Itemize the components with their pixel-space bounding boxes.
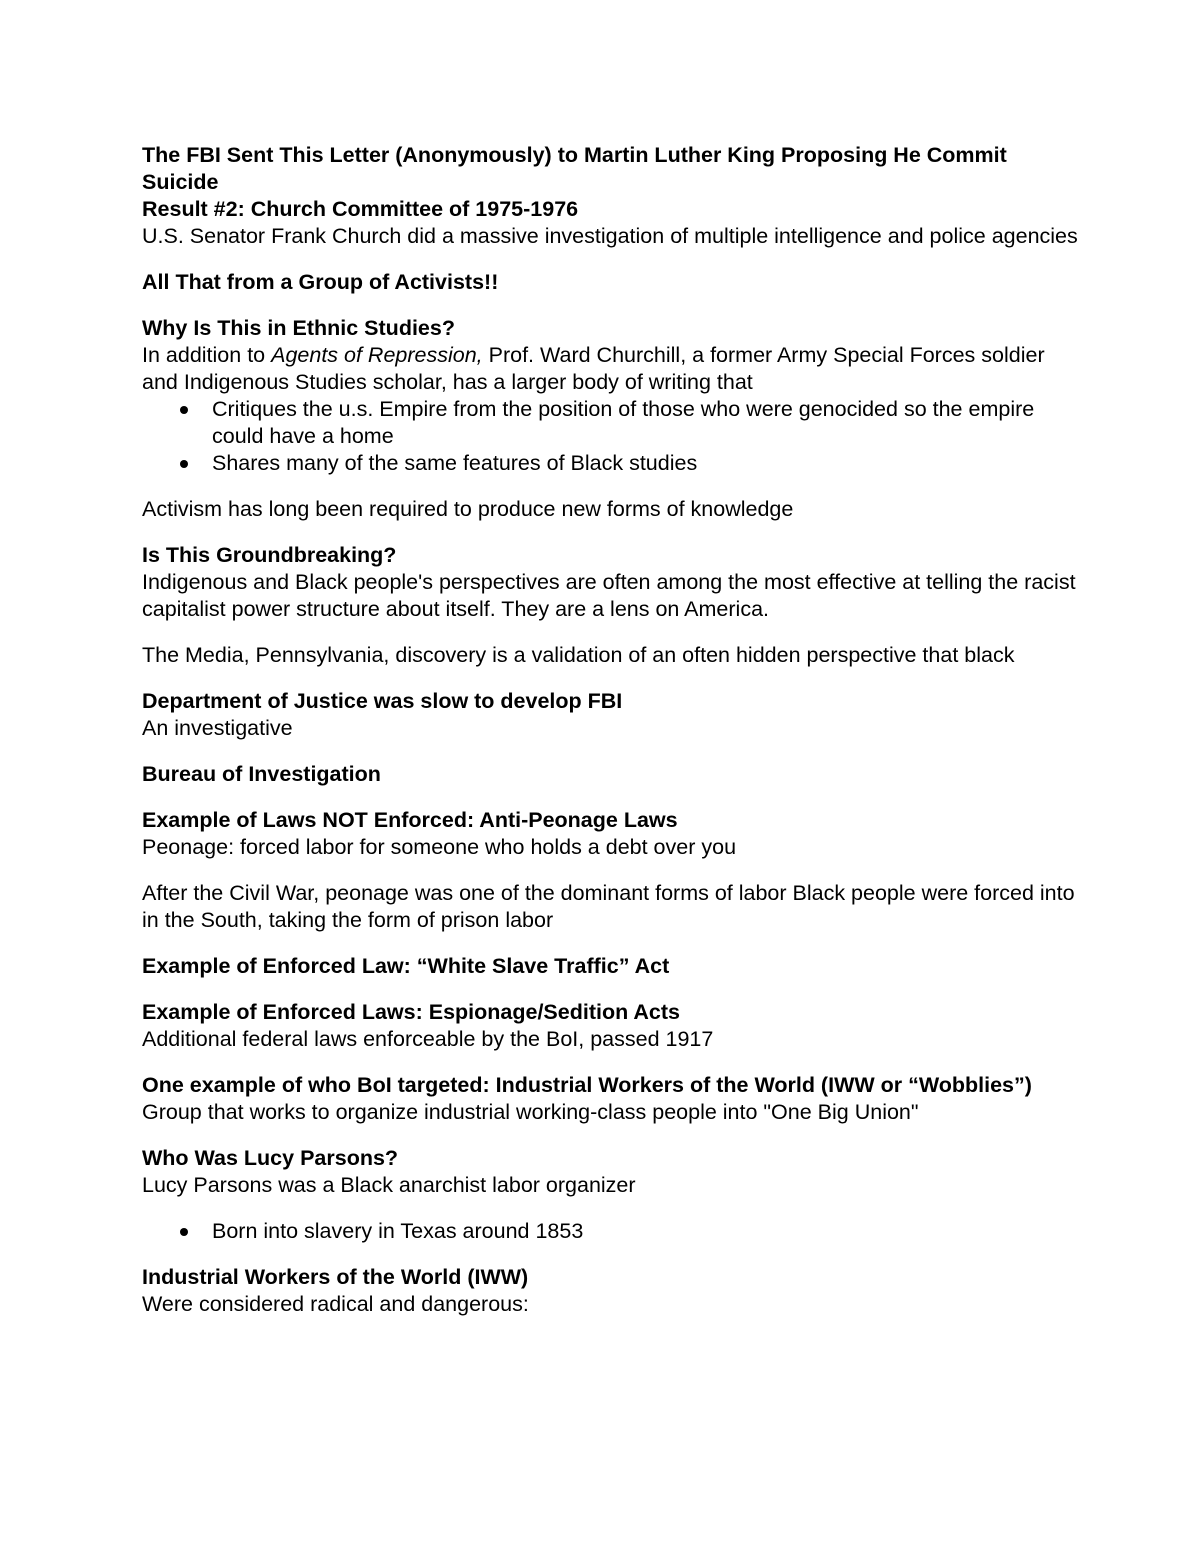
section-bureau xyxy=(142,761,1080,788)
section-iww xyxy=(142,1264,1080,1318)
section-activists xyxy=(142,269,1080,296)
section-media-pennsylvania xyxy=(142,642,1080,669)
bullet-list-churchill xyxy=(142,396,1080,477)
text-lucy-parsons: Lucy Parsons was a Black anarchist labor organizer xyxy=(142,1173,636,1197)
section-groundbreaking xyxy=(142,542,1080,623)
heading-church-committee: Result #2: Church Committee of 1975-1976 xyxy=(142,197,579,221)
heading-espionage: Example of Enforced Laws: Espionage/Sedition Acts xyxy=(142,1000,681,1024)
section-ethnic-studies xyxy=(142,315,1080,396)
heading-bureau: Bureau of Investigation xyxy=(142,762,381,786)
section-fbi-letter xyxy=(142,142,1080,250)
section-peonage xyxy=(142,807,1080,861)
heading-lucy-parsons: Who Was Lucy Parsons? xyxy=(142,1146,399,1170)
text-peonage: Peonage: forced labor for someone who holds a debt over you xyxy=(142,835,737,859)
text-church-investigation: U.S. Senator Frank Church did a massive investigation of multiple intelligence and police agencies xyxy=(142,224,1078,248)
heading-doj: Department of Justice was slow to develop FBI xyxy=(142,689,623,713)
text-doj: An investigative xyxy=(142,716,293,740)
heading-peonage: Example of Laws NOT Enforced: Anti-Peonage Laws xyxy=(142,808,678,832)
section-espionage xyxy=(142,999,1080,1053)
bullet-item: Born into slavery in Texas around 1853 xyxy=(212,1218,1080,1245)
section-doj xyxy=(142,688,1080,742)
heading-white-slave-act: Example of Enforced Law: “White Slave Traffic” Act xyxy=(142,954,670,978)
section-lucy-parsons xyxy=(142,1145,1080,1199)
text-churchill-pre: In addition to xyxy=(142,343,272,367)
text-churchill-post: Prof. Ward Churchill, a former Army Special Forces soldier and Indigenous Studies scholar, has a larger body of writing that xyxy=(142,343,1045,394)
text-churchill xyxy=(142,342,1080,396)
heading-iww-target: One example of who BoI targeted: Industrial Workers of the World (IWW or “Wobblies”) xyxy=(142,1073,1032,1097)
section-civil-war xyxy=(142,880,1080,934)
bullet-list-lucy-parsons xyxy=(142,1218,1080,1245)
section-white-slave-act xyxy=(142,953,1080,980)
text-civil-war: After the Civil War, peonage was one of the dominant forms of labor Black people were forced into in the South, taking the form of prison labor xyxy=(142,881,1075,932)
text-iww: Were considered radical and dangerous: xyxy=(142,1292,529,1316)
heading-groundbreaking: Is This Groundbreaking? xyxy=(142,543,397,567)
text-espionage: Additional federal laws enforceable by the BoI, passed 1917 xyxy=(142,1027,714,1051)
text-groundbreaking: Indigenous and Black people's perspectives are often among the most effective at telling the racist capitalist power structure about itself. They are a lens on America. xyxy=(142,570,1076,621)
text-activism: Activism has long been required to produce new forms of knowledge xyxy=(142,497,794,521)
heading-ethnic-studies: Why Is This in Ethnic Studies? xyxy=(142,316,455,340)
bullet-item: Shares many of the same features of Black studies xyxy=(212,450,1080,477)
heading-activists: All That from a Group of Activists!! xyxy=(142,270,499,294)
text-book-title: Agents of Repression, xyxy=(271,343,483,367)
heading-fbi-letter: The FBI Sent This Letter (Anonymously) to Martin Luther King Proposing He Commit Suicide xyxy=(142,143,1007,194)
text-media-pennsylvania: The Media, Pennsylvania, discovery is a validation of an often hidden perspective that black xyxy=(142,643,1015,667)
text-iww-target: Group that works to organize industrial working-class people into "One Big Union" xyxy=(142,1100,919,1124)
heading-iww: Industrial Workers of the World (IWW) xyxy=(142,1265,529,1289)
bullet-item: Critiques the u.s. Empire from the position of those who were genocided so the empire could have a home xyxy=(212,396,1080,450)
section-iww-target xyxy=(142,1072,1080,1126)
section-activism xyxy=(142,496,1080,523)
